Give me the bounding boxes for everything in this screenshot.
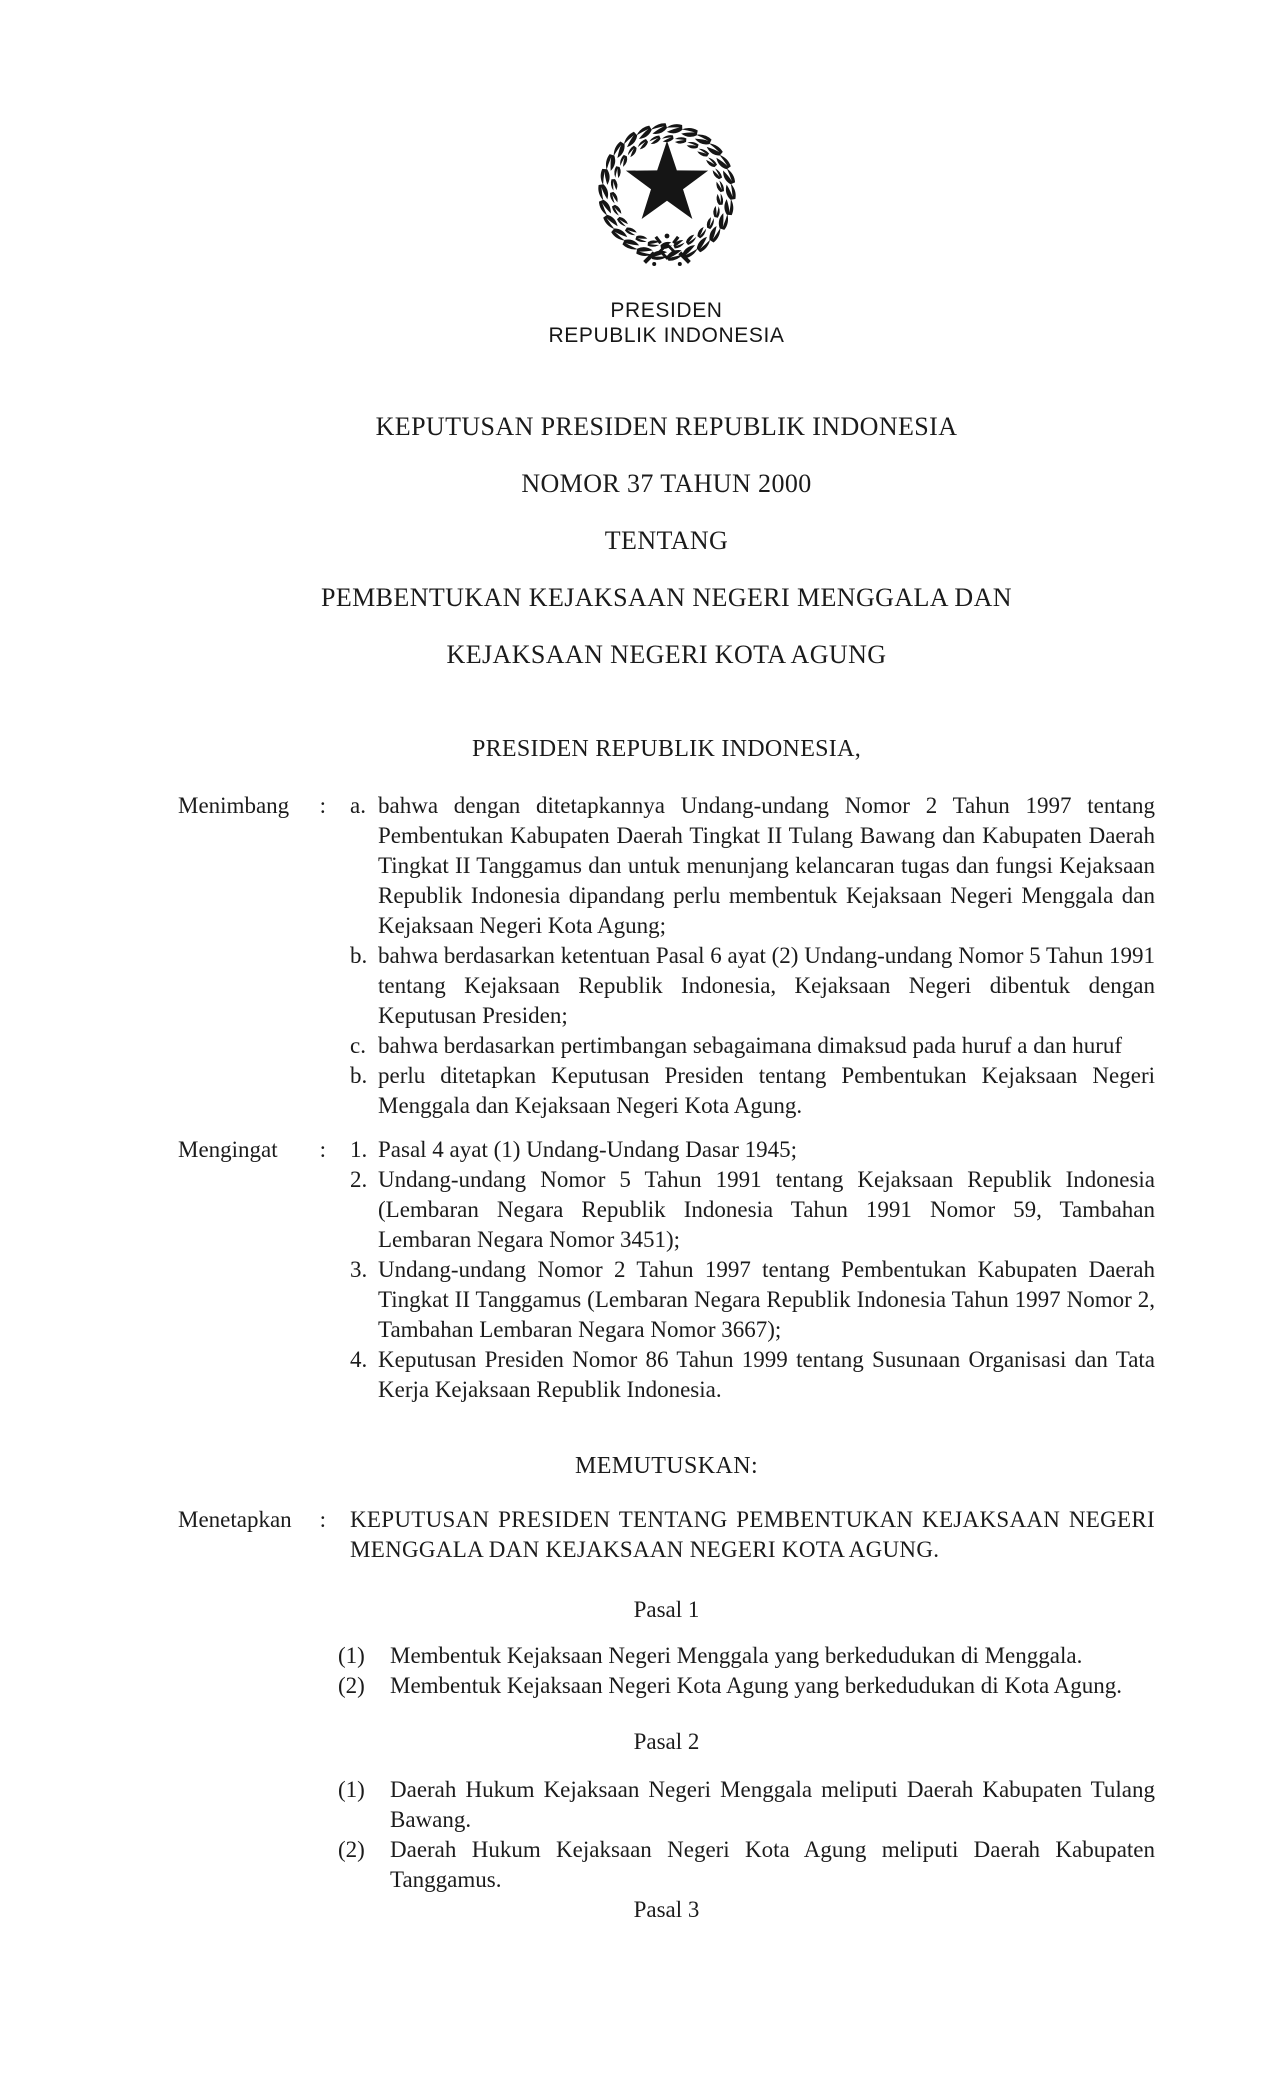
menimbang-label xyxy=(178,791,326,821)
menetapkan-colon: : xyxy=(319,1507,326,1532)
consideration-item xyxy=(350,1031,1155,1061)
decree-title-block xyxy=(178,398,1155,683)
item-marker: (2) xyxy=(338,1837,365,1862)
item-text: bahwa berdasarkan ketentuan Pasal 6 ayat (2) Undang-undang Nomor 5 Tahun 1991 tentang Kejaksaan Republik Indonesia, Kejaksaan Negeri dibentuk dengan Keputusan Presiden; xyxy=(378,943,1155,1028)
menimbang-colon: : xyxy=(319,793,326,818)
article-item xyxy=(338,1775,1155,1835)
item-marker: 3. xyxy=(350,1257,368,1282)
item-marker: 4. xyxy=(350,1347,368,1372)
pasal-1-items xyxy=(338,1641,1155,1701)
mengingat-items xyxy=(350,1135,1155,1405)
consideration-item xyxy=(350,1061,1155,1121)
item-text: Keputusan Presiden Nomor 86 Tahun 1999 tentang Susunaan Organisasi dan Tata Kerja Kejaksaan Republik Indonesia. xyxy=(378,1347,1155,1402)
item-marker: (1) xyxy=(338,1777,365,1802)
item-text: Pasal 4 ayat (1) Undang-Undang Dasar 1945; xyxy=(378,1137,797,1162)
item-text: Undang-undang Nomor 5 Tahun 1991 tentang Kejaksaan Republik Indonesia (Lembaran Negara Republik Indonesia Tahun 1991 Nomor 59, Tambahan Lembaran Negara Nomor 3451); xyxy=(378,1167,1155,1252)
item-marker: c. xyxy=(350,1033,366,1058)
pasal-2-heading: Pasal 2 xyxy=(633,1729,700,1754)
legal-basis-item xyxy=(350,1135,1155,1165)
menetapkan-text: KEPUTUSAN PRESIDEN TENTANG PEMBENTUKAN KEJAKSAAN NEGERI MENGGALA DAN KEJAKSAAN NEGERI KOTA AGUNG. xyxy=(350,1507,1155,1562)
mengingat-label xyxy=(178,1135,326,1165)
article-item xyxy=(338,1641,1155,1671)
article-item xyxy=(338,1835,1155,1895)
memutuskan-heading: MEMUTUSKAN: xyxy=(574,1453,759,1479)
item-marker: (1) xyxy=(338,1643,365,1668)
legal-basis-item xyxy=(350,1255,1155,1345)
pasal-2-items xyxy=(338,1775,1155,1895)
item-marker: 1. xyxy=(350,1137,368,1162)
section-menetapkan xyxy=(178,1505,1155,1565)
article-item xyxy=(338,1671,1155,1701)
item-text: perlu ditetapkan Keputusan Presiden tentang Pembentukan Kejaksaan Negeri Menggala dan Kejaksaan Negeri Kota Agung. xyxy=(378,1063,1155,1118)
letterhead-line-republik: REPUBLIK INDONESIA xyxy=(548,324,785,347)
consideration-item xyxy=(350,941,1155,1031)
item-text: Membentuk Kejaksaan Negeri Kota Agung yang berkedudukan di Kota Agung. xyxy=(390,1673,1122,1698)
menimbang-label-text: Menimbang xyxy=(178,793,290,818)
menetapkan-label xyxy=(178,1505,326,1535)
presidential-emblem xyxy=(178,112,1155,276)
item-text: Membentuk Kejaksaan Negeri Menggala yang berkedudukan di Menggala. xyxy=(390,1643,1083,1668)
title-line-5: KEJAKSAAN NEGERI KOTA AGUNG xyxy=(446,640,887,669)
legal-basis-item xyxy=(350,1345,1155,1405)
pasal-1-heading: Pasal 1 xyxy=(633,1597,700,1622)
legal-basis-item xyxy=(350,1165,1155,1255)
menetapkan-label-text: Menetapkan xyxy=(178,1507,292,1532)
item-text: Daerah Hukum Kejaksaan Negeri Menggala meliputi Daerah Kabupaten Tulang Bawang. xyxy=(390,1777,1155,1832)
title-line-2: NOMOR 37 TAHUN 2000 xyxy=(521,469,812,498)
item-text: bahwa berdasarkan pertimbangan sebagaimana dimaksud pada huruf a dan huruf xyxy=(378,1033,1123,1058)
item-marker: 2. xyxy=(350,1167,368,1192)
preamble-heading: PRESIDEN REPUBLIK INDONESIA, xyxy=(471,736,862,762)
letterhead-line-presiden: PRESIDEN xyxy=(610,299,723,322)
item-marker: b. xyxy=(350,943,368,968)
section-mengingat xyxy=(178,1135,1155,1405)
title-line-4: PEMBENTUKAN KEJAKSAAN NEGERI MENGGALA DAN xyxy=(321,583,1012,612)
consideration-item xyxy=(350,791,1155,941)
pasal-3-heading: Pasal 3 xyxy=(633,1897,700,1922)
mengingat-colon: : xyxy=(319,1137,326,1162)
title-line-1: KEPUTUSAN PRESIDEN REPUBLIK INDONESIA xyxy=(375,412,958,441)
item-text: Daerah Hukum Kejaksaan Negeri Kota Agung meliputi Daerah Kabupaten Tanggamus. xyxy=(390,1837,1155,1892)
item-marker: (2) xyxy=(338,1673,365,1698)
title-line-3: TENTANG xyxy=(604,526,729,555)
star-wreath-emblem-icon xyxy=(587,112,747,276)
item-marker: b. xyxy=(350,1063,368,1088)
item-text: Undang-undang Nomor 2 Tahun 1997 tentang Pembentukan Kabupaten Daerah Tingkat II Tanggamus (Lembaran Negara Republik Indonesia Tahun 1997 Nomor 2, Tambahan Lembaran Negara Nomor 3667); xyxy=(378,1257,1155,1342)
item-text: bahwa dengan ditetapkannya Undang-undang Nomor 2 Tahun 1997 tentang Pembentukan Kabupaten Daerah Tingkat II Tulang Bawang dan Kabupaten Daerah Tingkat II Tanggamus dan untuk menunjang kelancaran tugas dan fungsi Kejaksaan Republik Indonesia dipandang perlu membentuk Kejaksaan Negeri Menggala dan Kejaksaan Negeri Kota Agung; xyxy=(378,793,1155,938)
star-icon xyxy=(625,141,707,219)
item-marker: a. xyxy=(350,793,366,818)
section-menimbang xyxy=(178,791,1155,1121)
letterhead xyxy=(178,298,1155,348)
mengingat-label-text: Mengingat xyxy=(178,1137,278,1162)
menimbang-items xyxy=(350,791,1155,1121)
